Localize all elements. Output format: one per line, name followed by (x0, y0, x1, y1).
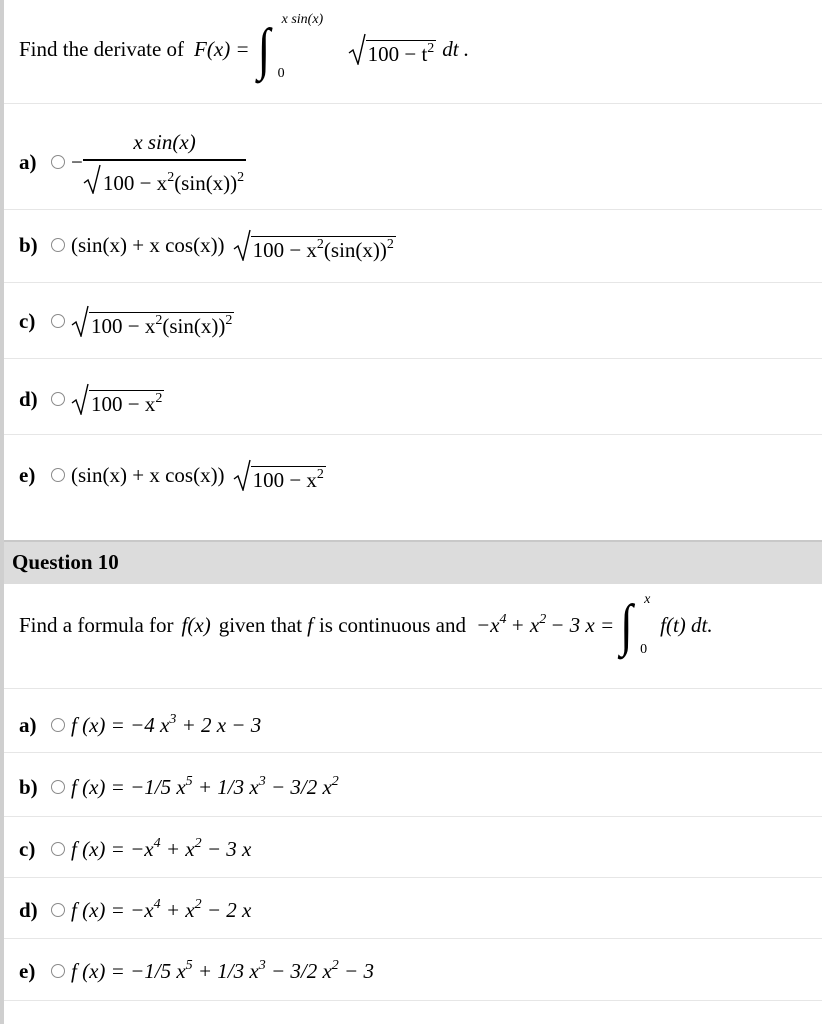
option-rhs: −4 x (130, 712, 170, 737)
separator (4, 688, 822, 689)
option-exp-3: 2 (331, 773, 339, 789)
option-letter: e) (19, 958, 36, 983)
option-e-sqrt (233, 459, 326, 491)
q10-integrand: f(t) dt. (660, 612, 713, 637)
q9-prompt-text: Find the derivate of (19, 36, 185, 61)
q10-eq-mid: + x (510, 612, 540, 637)
option-c-rad-tail-exp: 2 (225, 312, 233, 328)
option-rhs-2: + 1/3 x (192, 958, 259, 983)
option-rhs-2: + x (160, 836, 195, 861)
option-rhs-2: + 2 x − 3 (176, 712, 262, 737)
option-rhs: −1/5 x (130, 958, 186, 983)
q9-integral (258, 14, 348, 84)
q10-prompt-a: Find a formula for (19, 612, 174, 637)
option-c-rad-exp: 2 (155, 312, 163, 328)
option-d-sqrt (71, 383, 164, 415)
option-b-sqrt (233, 229, 396, 261)
q10-option-b[interactable] (19, 772, 339, 802)
option-exp: 4 (153, 835, 161, 851)
q9-integrand: 100 − t (367, 41, 428, 66)
integral-sign-icon: ∫ (257, 16, 271, 81)
separator (4, 103, 822, 104)
option-rhs: −x (130, 897, 154, 922)
q10-integral-lower: 0 (640, 642, 648, 657)
option-b-rad-tail-exp: 2 (386, 236, 394, 252)
separator (4, 209, 822, 210)
separator (4, 358, 822, 359)
radio-button[interactable] (51, 842, 65, 856)
sqrt-icon (233, 459, 251, 491)
q10-option-e[interactable] (19, 956, 374, 986)
q10-prompt-f: f (307, 612, 313, 637)
option-b-prefix: (sin(x) + x cos(x)) (71, 232, 225, 257)
option-exp: 5 (185, 957, 193, 973)
radio-button[interactable] (51, 718, 65, 732)
q9-integral-upper: x sin(x) (281, 12, 324, 27)
q10-option-c[interactable] (19, 834, 251, 864)
option-c-sqrt (71, 305, 234, 337)
option-exp-2: 3 (258, 773, 266, 789)
q9-function-lhs: F(x) = (194, 36, 250, 61)
option-d-rad-exp: 2 (155, 390, 163, 406)
separator (4, 752, 822, 753)
radio-button[interactable] (51, 964, 65, 978)
radio-button[interactable] (51, 468, 65, 482)
radio-button[interactable] (51, 780, 65, 794)
q10-option-d[interactable] (19, 895, 251, 925)
option-e-radicand: 100 − x (252, 467, 317, 492)
option-a-den-tail: (sin(x)) (174, 170, 238, 195)
option-a-sign: − (71, 149, 83, 174)
option-exp: 5 (185, 773, 193, 789)
q9-differential: dt . (442, 36, 470, 61)
option-letter: b) (19, 774, 38, 799)
option-lhs: f (x) = (71, 774, 125, 799)
question-title: Question 10 (12, 550, 119, 574)
question-header (4, 540, 822, 584)
q10-prompt (19, 590, 713, 660)
option-letter: a) (19, 149, 37, 174)
option-letter: c) (19, 308, 36, 333)
option-rhs-2: + x (160, 897, 195, 922)
sqrt-icon (83, 164, 101, 194)
separator (4, 282, 822, 283)
option-e-rad-exp: 2 (316, 466, 324, 482)
option-exp-2: 3 (258, 957, 266, 973)
option-exp: 3 (169, 711, 177, 727)
option-lhs: f (x) = (71, 712, 125, 737)
q10-prompt-fx: f(x) (181, 612, 211, 637)
option-rhs: −x (130, 836, 154, 861)
q10-integral-upper: x (644, 592, 651, 607)
radio-button[interactable] (51, 238, 65, 252)
q10-eq-exp2: 2 (539, 611, 547, 627)
option-b-rad-tail: (sin(x)) (323, 237, 387, 262)
option-b-rad-exp: 2 (316, 236, 324, 252)
q10-eq-exp1: 4 (499, 611, 507, 627)
q9-option-e[interactable] (19, 452, 326, 498)
sqrt-icon (348, 33, 366, 65)
option-a-fraction (83, 130, 246, 193)
sqrt-icon (233, 229, 251, 261)
q9-integral-lower: 0 (277, 66, 285, 81)
option-rhs-2: + 1/3 x (192, 774, 259, 799)
q10-prompt-b: given that (218, 612, 303, 637)
option-d-radicand: 100 − x (91, 391, 156, 416)
option-c-radicand: 100 − x (91, 313, 156, 338)
option-rhs-4: − 3 (338, 958, 374, 983)
q10-eq-tail: − 3 x = (550, 612, 615, 637)
option-letter: b) (19, 232, 38, 257)
option-a-den-exp: 2 (167, 169, 175, 185)
option-lhs: f (x) = (71, 958, 125, 983)
option-rhs-3: − 2 x (201, 897, 252, 922)
option-rhs-3: − 3/2 x (265, 958, 332, 983)
radio-button[interactable] (51, 903, 65, 917)
left-border (0, 0, 4, 1024)
q10-eq-lhs: −x (475, 612, 500, 637)
option-letter: d) (19, 897, 38, 922)
option-rhs-3: − 3 x (201, 836, 252, 861)
radio-button[interactable] (51, 314, 65, 328)
separator (4, 877, 822, 878)
option-exp: 4 (153, 896, 161, 912)
option-letter: d) (19, 386, 38, 411)
separator (4, 816, 822, 817)
option-lhs: f (x) = (71, 897, 125, 922)
q10-option-a[interactable] (19, 710, 261, 740)
radio-button[interactable] (51, 155, 65, 169)
separator (4, 434, 822, 435)
option-b-radicand: 100 − x (252, 237, 317, 262)
q9-option-a[interactable] (19, 126, 246, 198)
integral-sign-icon: ∫ (620, 592, 633, 657)
option-a-den-tail-exp: 2 (237, 169, 245, 185)
q9-option-b[interactable] (19, 222, 396, 268)
option-exp-3: 2 (331, 957, 339, 973)
option-exp-2: 2 (194, 896, 202, 912)
sqrt-icon (71, 305, 89, 337)
option-rhs-3: − 3/2 x (265, 774, 332, 799)
q9-integrand-exp: 2 (427, 40, 435, 56)
radio-button[interactable] (51, 392, 65, 406)
q9-option-c[interactable] (19, 298, 234, 344)
option-rhs: −1/5 x (130, 774, 186, 799)
q10-prompt-c: is continuous and (318, 612, 466, 637)
q10-integral (620, 590, 660, 660)
option-c-rad-tail: (sin(x)) (162, 313, 226, 338)
q9-prompt (19, 14, 469, 84)
option-letter: a) (19, 712, 37, 737)
q9-option-d[interactable] (19, 376, 164, 422)
option-letter: c) (19, 836, 36, 861)
option-letter: e) (19, 462, 36, 487)
option-a-den: 100 − x (102, 170, 168, 195)
option-lhs: f (x) = (71, 836, 125, 861)
option-a-numerator: x sin(x) (133, 130, 196, 155)
separator (4, 938, 822, 939)
q9-integrand-sqrt (348, 33, 437, 65)
separator (4, 1000, 822, 1001)
sqrt-icon (71, 383, 89, 415)
option-e-prefix: (sin(x) + x cos(x)) (71, 462, 225, 487)
option-exp-2: 2 (194, 835, 202, 851)
